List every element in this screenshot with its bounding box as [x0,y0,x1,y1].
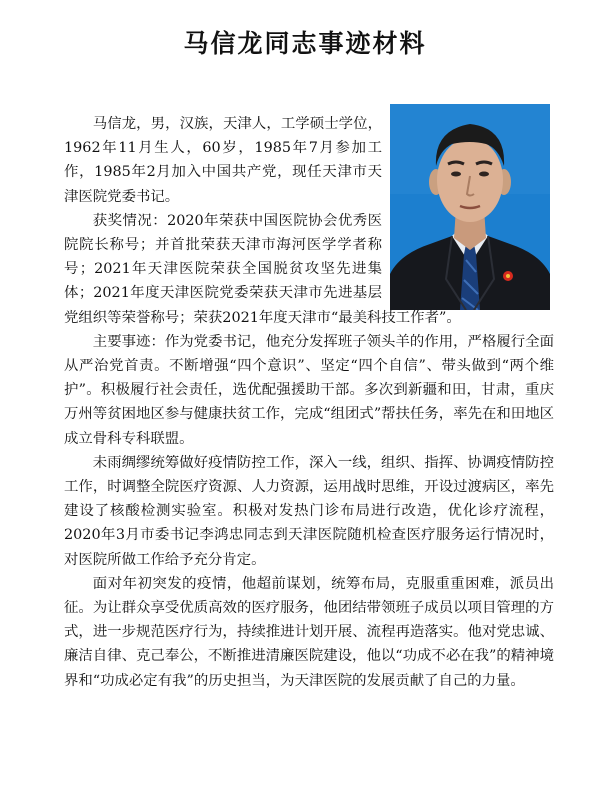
intro-paragraph: 马信龙，男，汉族，天津人，工学硕士学位，1962年11月生人，60岁，1985年7月参加工作，1985年2月加入中国共产党，现任天津市天津医院党委书记。 [64,116,382,205]
deeds-paragraph-2: 未雨绸缪统筹做好疫情防控工作，深入一线，组织、指挥、协调疫情防控工作，时调整全院医疗资源、人力资源，运用战时思维，开设过渡病区，率先建设了核酸检测实验室。积极对发热门诊布局进行改造，优化诊疗流程，2020年3月市委书记李鸿忠同志到天津医院随机检查医疗服务运行情况时，对医院所做工作给予充分肯定。 [64,454,554,568]
deeds-paragraph-3: 面对年初突发的疫情，他超前谋划，统筹布局，克服重重困难，派员出征。为让群众享受优质高效的医疗服务，他团结带领班子成员以项目管理的方式，进一步规范医疗行为，持续推进计划开展、流程再造落实。他对党忠诚、廉洁自律、克己奉公，不断推进清廉医院建设，他以“功成不必在我”的精神境界和“功成必定有我”的历史担当，为天津医院的发展贡献了自己的力量。 [64,575,554,689]
awards-paragraph: 获奖情况：2020年荣获中国医院协会优秀医院院长称号；并首批荣获天津市海河医学学者称号；2021年天津医院荣获全国脱贫攻坚先进集体；2021年度天津医院党委荣获天津市先进基层党组织等荣誉称号；荣获2021年度天津市“最美科技工作者”。 [64,212,461,326]
document-title: 马信龙同志事迹材料 [183,29,427,58]
document-body [64,112,554,693]
deeds-paragraph-1: 主要事迹：作为党委书记，他充分发挥班子领头羊的作用，严格履行全面从严治党首责。不断增强“四个意识”、坚定“四个自信”、带头做到“两个维护”。积极履行社会责任，选优配强援助干部。多次到新疆和田，甘肃，重庆万州等贫困地区参与健康扶贫工作，完成“组团式”帮扶任务，率先在和田地区成立骨科专科联盟。 [64,333,554,447]
photo-wrap-spacer [382,112,554,302]
